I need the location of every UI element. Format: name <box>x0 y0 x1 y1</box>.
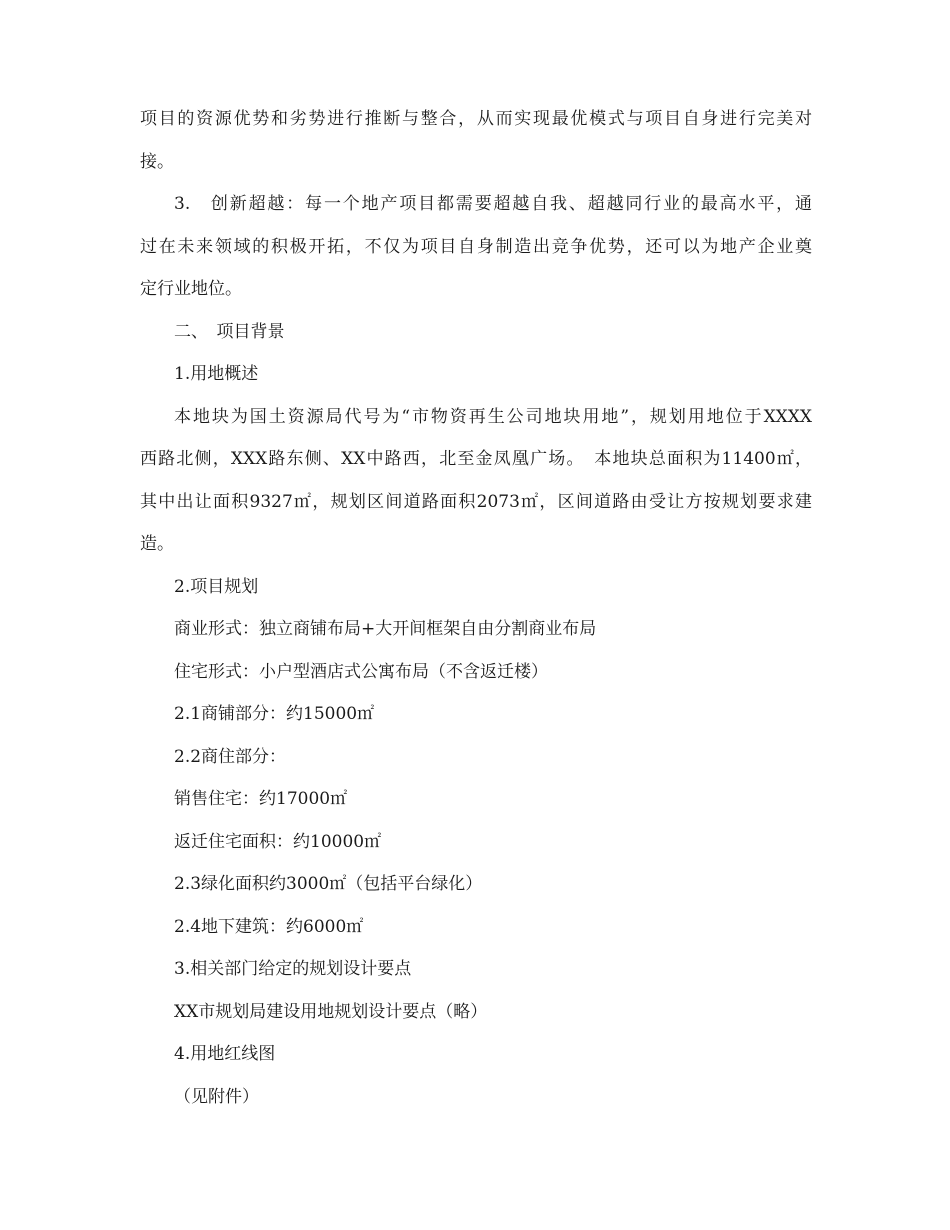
paragraph-line: 3. 创新超越：每一个地产项目都需要超越自我、超越同行业的最高水平，通 <box>174 194 812 214</box>
section-heading: 二、 项目背景 <box>174 321 285 342</box>
paragraph-line: 过在未来领域的积极开拓，不仅为项目自身制造出竞争优势，还可以为地产企业奠 <box>140 236 812 257</box>
list-item: 2.1商铺部分：约15000㎡ <box>174 704 375 724</box>
paragraph-line: 接。 <box>140 151 174 172</box>
subsection-heading: 3.相关部门给定的规划设计要点 <box>174 959 412 979</box>
subsection-heading: 2.项目规划 <box>174 576 259 597</box>
list-item: 2.4地下建筑：约6000㎡ <box>174 916 364 937</box>
paragraph-line: 本地块为国土资源局代号为“市物资再生公司地块用地”，规划用地位于XXXX <box>174 406 812 427</box>
list-item: 住宅形式：小户型酒店式公寓布局（不含返迁楼） <box>174 661 548 682</box>
paragraph-line: 定行业地位。 <box>140 279 242 299</box>
list-item: 2.3绿化面积约3000㎡（包括平台绿化） <box>174 874 483 894</box>
subsection-heading: 4.用地红线图 <box>174 1044 276 1064</box>
paragraph-line: 其中出让面积9327㎡，规划区间道路面积2073㎡，区间道路由受让方按规划要求建 <box>140 491 812 512</box>
list-item: 返迁住宅面积：约10000㎡ <box>174 831 382 852</box>
subsection-heading: 1.用地概述 <box>174 364 259 384</box>
paragraph-line: 造。 <box>140 534 174 554</box>
paragraph-line: XX市规划局建设用地规划设计要点（略） <box>174 1001 488 1022</box>
list-item: 商业形式：独立商铺布局+大开间框架自由分割商业布局 <box>174 619 597 639</box>
paragraph-line: 西路北侧，XXX路东侧、XX中路西，北至金凤凰广场。 本地块总面积为11400㎡， <box>140 449 812 469</box>
list-item: 2.2商住部分： <box>174 746 287 767</box>
list-item: 销售住宅：约17000㎡ <box>174 789 348 809</box>
paragraph-line: （见附件） <box>174 1086 259 1107</box>
document-page <box>140 98 812 1118</box>
paragraph-line: 项目的资源优势和劣势进行推断与整合，从而实现最优模式与项目自身进行完美对 <box>140 109 812 129</box>
